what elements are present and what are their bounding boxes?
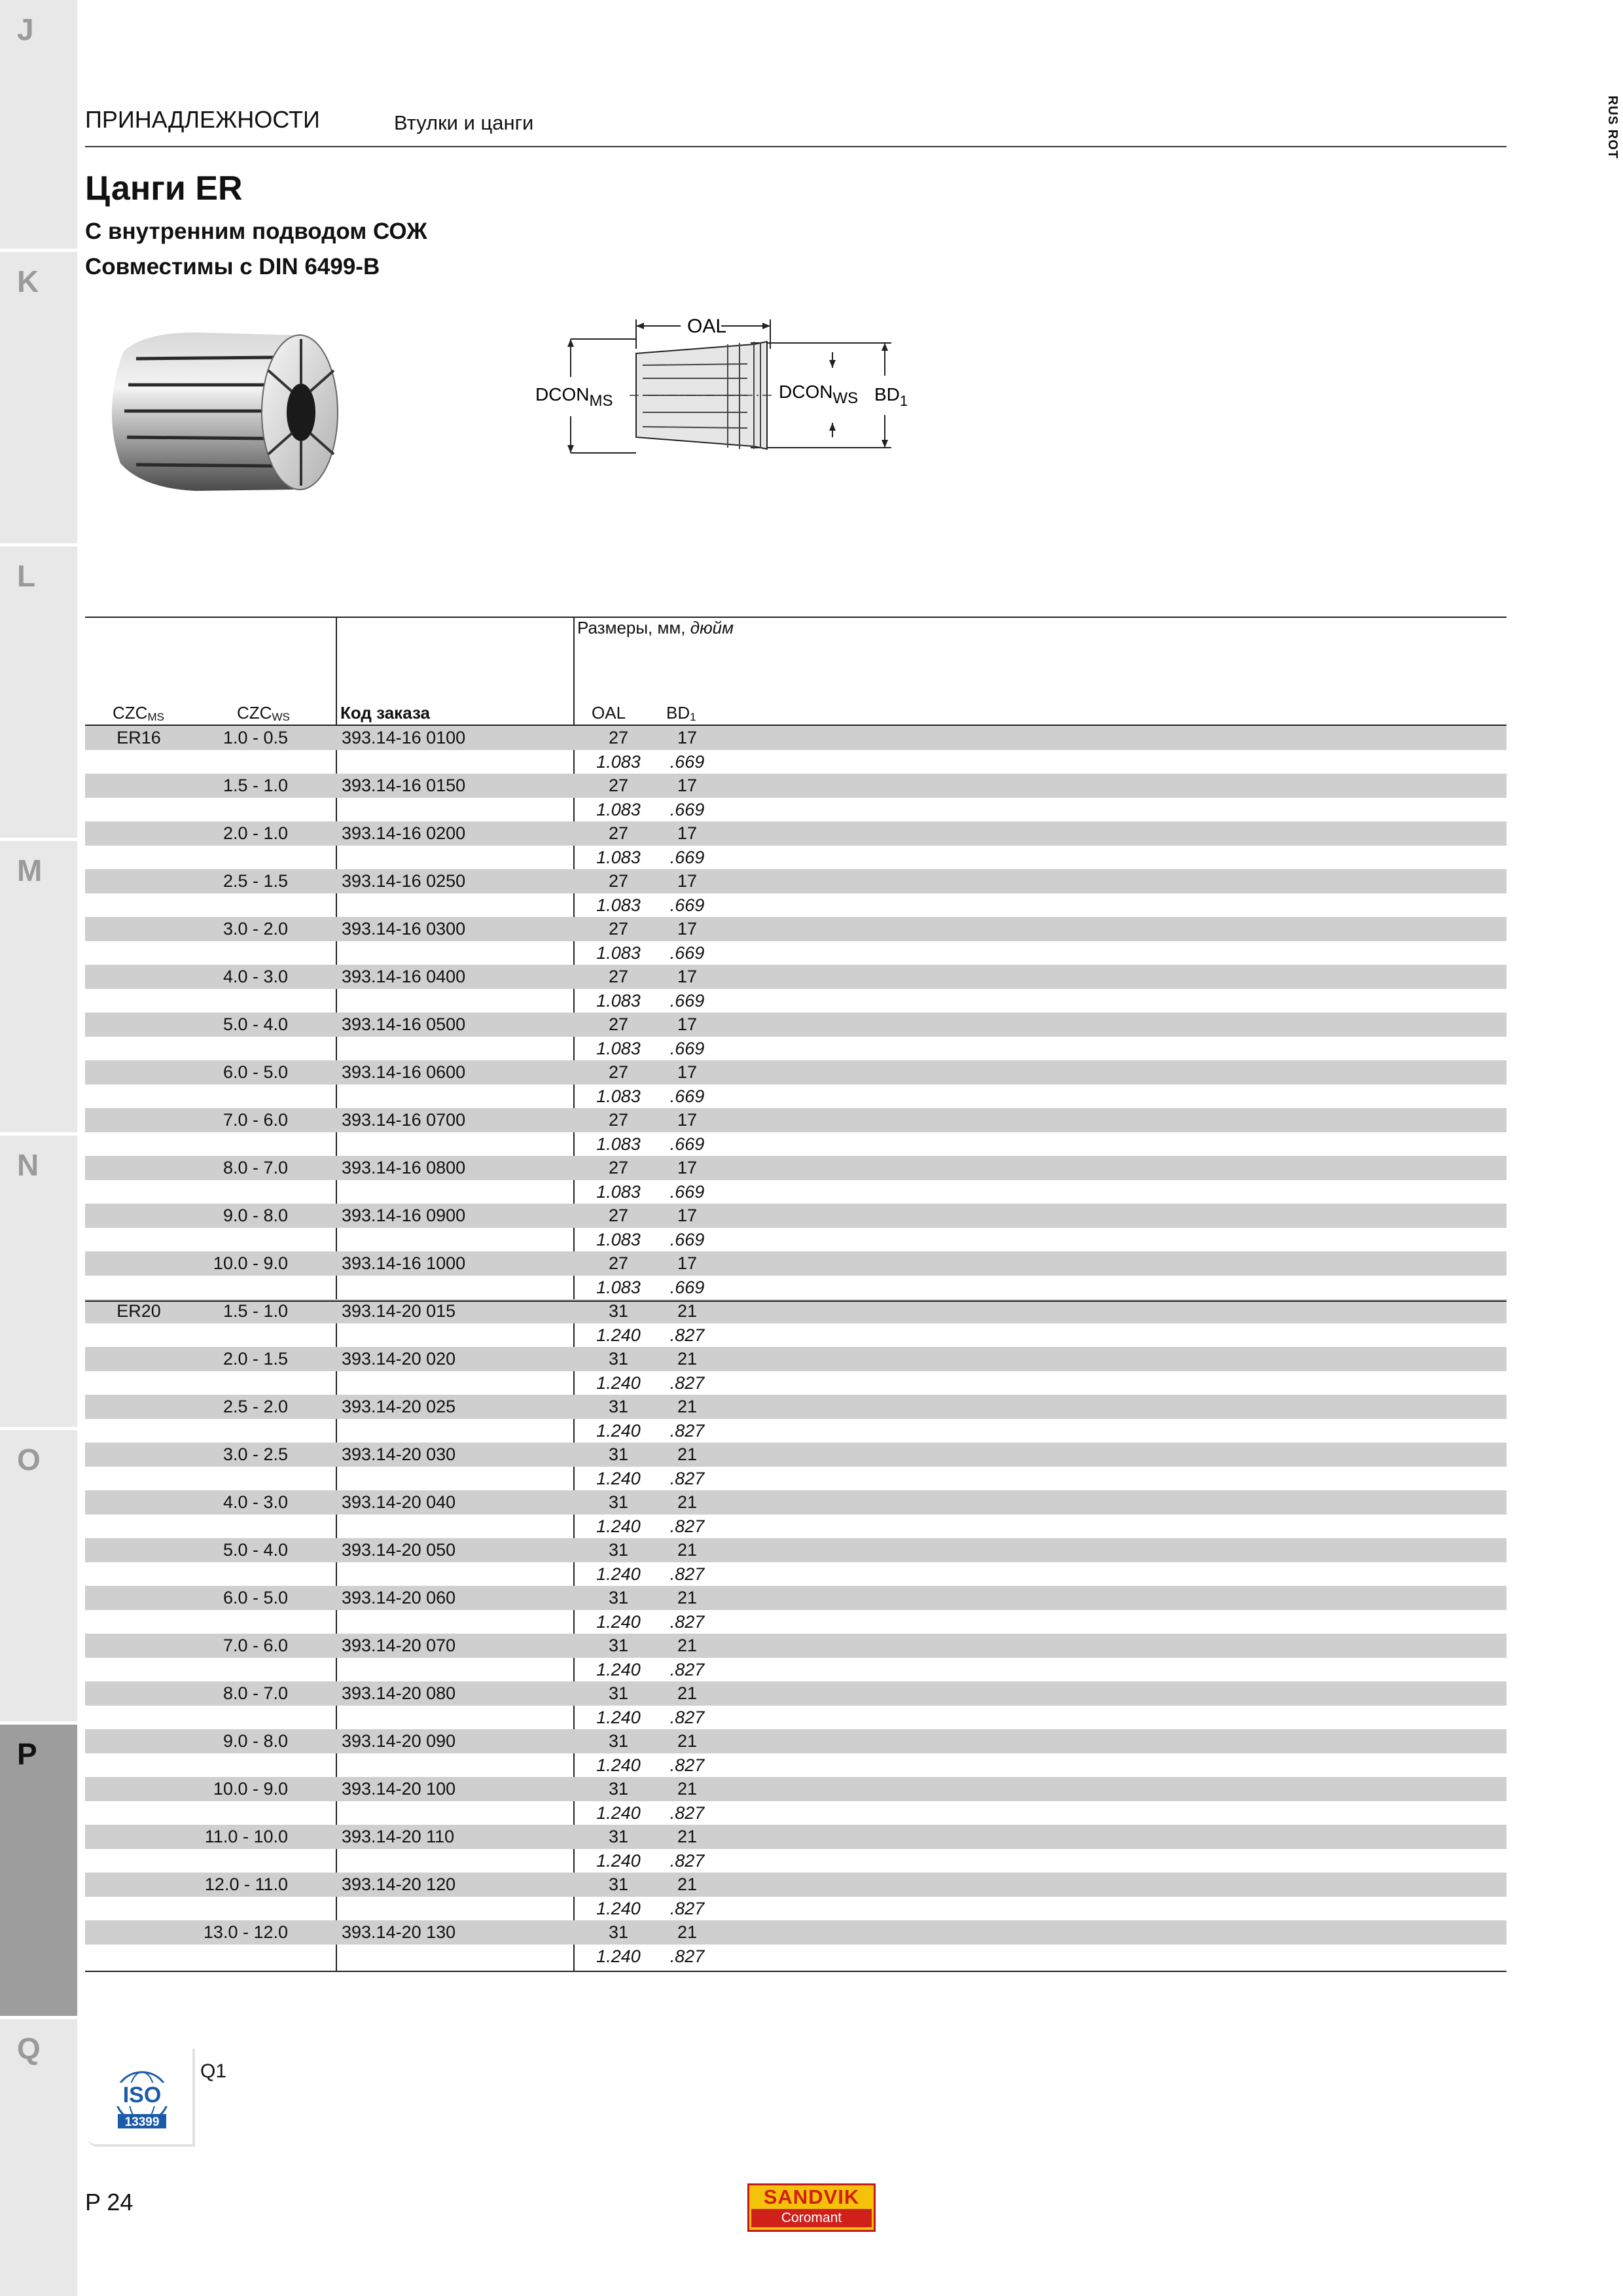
cell-bd1-inch: .827 [669,1755,705,1775]
table-row [85,1586,1507,1634]
cell-bd1-inch: .827 [669,1946,705,1966]
side-tab-j[interactable] [0,0,77,249]
cell-czc-ms: ER20 [116,1301,161,1321]
logo-line-2: Coromant [751,2209,872,2227]
cell-bd1-mm: 21 [677,1827,698,1846]
table-row [85,1729,1507,1777]
cell-bd1-inch: .669 [669,1086,705,1106]
bd1-label: $BD_1$ [874,384,908,409]
cell-oal-inch: 1.083 [596,1182,641,1202]
row-band [85,821,1507,846]
table-row [85,965,1507,1013]
cell-oal-inch: 1.240 [596,1325,641,1345]
cell-bd1-inch: .669 [669,1182,705,1202]
row-band [85,1013,1507,1037]
logo-line-1: SANDVIK [763,2185,860,2208]
cell-order-code: 393.14-20 025 [342,1397,456,1416]
cell-oal-inch: 1.083 [596,1278,641,1297]
cell-bd1-mm: 17 [677,1158,698,1177]
cell-oal-mm: 27 [608,1110,629,1130]
row-band [85,965,1507,989]
cell-oal-inch: 1.240 [596,1755,641,1775]
cell-oal-inch: 1.240 [596,1421,641,1441]
iso-number: 13399 [124,2115,160,2129]
side-tab-letter: Q [17,2032,41,2066]
cell-order-code: 393.14-16 0600 [342,1062,466,1082]
table-group-rule [85,1300,1507,1302]
cell-oal-inch: 1.083 [596,895,641,915]
table-body [85,726,1507,1968]
cell-order-code: 393.14-16 0150 [342,776,466,795]
row-band [85,1681,1507,1706]
cell-czc-ws: 9.0 - 8.0 [223,1731,288,1751]
column-header-czc-ws: $CZC_{WS}$ [237,703,290,723]
cell-order-code: 393.14-20 120 [342,1874,456,1894]
cell-order-code: 393.14-16 0250 [342,871,466,891]
row-band [85,1920,1507,1945]
cell-order-code: 393.14-20 060 [342,1588,456,1607]
cell-oal-mm: 27 [608,1206,629,1225]
cell-bd1-inch: .669 [669,943,705,963]
cell-czc-ws: 12.0 - 11.0 [204,1874,288,1894]
cell-bd1-inch: .827 [669,1373,705,1393]
table-row [85,1251,1507,1299]
subtitle-din: Совместимы с DIN 6499-B [85,254,380,279]
page-number: P 24 [85,2189,134,2215]
cell-czc-ws: 5.0 - 4.0 [223,1540,288,1560]
cell-bd1-inch: .827 [669,1421,705,1441]
cell-oal-mm: 31 [608,1540,629,1560]
cell-bd1-inch: .669 [669,752,705,772]
table-row [85,869,1507,917]
cell-oal-inch: 1.083 [596,752,641,772]
cell-czc-ws: 1.5 - 1.0 [223,1301,288,1321]
cell-czc-ws: 8.0 - 7.0 [223,1158,288,1177]
cell-oal-mm: 31 [608,1922,629,1942]
table-row [85,1395,1507,1443]
page-title: Цанги ER [85,170,243,207]
cell-czc-ws: 3.0 - 2.0 [223,919,288,939]
cell-oal-mm: 31 [608,1731,629,1751]
side-tab-letter: K [17,264,39,298]
cell-oal-mm: 27 [608,776,629,795]
cell-bd1-mm: 17 [677,1253,698,1273]
cell-bd1-inch: .827 [669,1564,705,1584]
iso-text: ISO [122,2083,162,2108]
cell-bd1-inch: .669 [669,800,705,819]
table-row [85,1013,1507,1060]
cell-bd1-mm: 21 [677,1731,698,1751]
row-band [85,1395,1507,1419]
cell-oal-mm: 27 [608,967,629,986]
cell-oal-mm: 31 [608,1349,629,1369]
cell-czc-ws: 4.0 - 3.0 [223,967,288,986]
cell-bd1-inch: .669 [669,848,705,867]
row-band [85,1251,1507,1276]
cell-bd1-mm: 17 [677,919,698,939]
row-band [85,1586,1507,1610]
side-tab-letter: P [17,1737,37,1771]
row-band [85,1777,1507,1801]
cell-order-code: 393.14-20 070 [342,1636,456,1655]
cell-oal-inch: 1.240 [596,1564,641,1584]
cell-czc-ws: 13.0 - 12.0 [203,1922,288,1942]
row-band [85,1156,1507,1180]
collet-drawing [531,313,924,470]
cell-order-code: 393.14-16 0900 [342,1206,466,1225]
cell-czc-ws: 5.0 - 4.0 [223,1014,288,1034]
cell-czc-ws: 7.0 - 6.0 [223,1110,288,1130]
cell-czc-ws: 3.0 - 2.5 [223,1444,288,1464]
column-header-bd1: $BD_1$ [666,703,696,723]
cell-oal-mm: 27 [608,1014,629,1034]
side-tab-letter: J [17,12,34,46]
cell-bd1-mm: 21 [677,1540,698,1560]
cell-oal-inch: 1.240 [596,1373,641,1393]
cell-czc-ws: 2.0 - 1.5 [223,1349,288,1369]
cell-bd1-inch: .669 [669,1230,705,1249]
row-band [85,1299,1507,1323]
cell-oal-mm: 31 [608,1636,629,1655]
cell-order-code: 393.14-20 110 [342,1827,455,1846]
cell-order-code: 393.14-16 0400 [342,967,466,986]
cell-order-code: 393.14-20 015 [342,1301,456,1321]
cell-bd1-mm: 21 [677,1636,698,1655]
table-row [85,1490,1507,1538]
cell-bd1-mm: 21 [677,1397,698,1416]
cell-order-code: 393.14-16 0200 [342,823,466,843]
subsection-title: Втулки и цанги [394,111,534,134]
cell-oal-inch: 1.240 [596,1899,641,1918]
cell-bd1-mm: 21 [677,1301,698,1321]
cell-order-code: 393.14-16 1000 [342,1253,466,1273]
header-divider [85,146,1507,147]
cell-bd1-mm: 21 [677,1874,698,1894]
cell-bd1-inch: .827 [669,1708,705,1727]
iso-13399-badge [88,2049,195,2147]
table-row [85,1538,1507,1586]
cell-bd1-inch: .827 [669,1899,705,1918]
cell-bd1-mm: 17 [677,967,698,986]
cell-bd1-inch: .827 [669,1612,705,1632]
cell-bd1-mm: 21 [677,1588,698,1607]
cell-oal-inch: 1.083 [596,1039,641,1058]
cell-oal-inch: 1.240 [596,1708,641,1727]
cell-order-code: 393.14-20 130 [342,1922,456,1942]
cell-oal-mm: 27 [608,1158,629,1177]
cell-czc-ws: 2.5 - 2.0 [223,1397,288,1416]
cell-bd1-mm: 21 [677,1922,698,1942]
cell-bd1-mm: 17 [677,1110,698,1130]
iso-logo-icon [113,2064,191,2136]
cell-czc-ws: 10.0 - 9.0 [213,1779,288,1799]
table-row [85,1347,1507,1395]
cell-order-code: 393.14-16 0100 [342,728,466,747]
cell-oal-mm: 31 [608,1588,629,1607]
column-header-czc-ms: $CZC_{MS}$ [113,703,164,723]
cell-oal-mm: 31 [608,1492,629,1512]
cell-bd1-mm: 17 [677,1206,698,1225]
row-band [85,1443,1507,1467]
table-top-rule [85,617,1507,618]
cell-czc-ws: 7.0 - 6.0 [223,1636,288,1655]
table-row [85,1204,1507,1251]
cell-czc-ws: 1.5 - 1.0 [223,776,288,795]
cell-order-code: 393.14-16 0700 [342,1110,466,1130]
cell-order-code: 393.14-20 030 [342,1444,456,1464]
cell-bd1-inch: .669 [669,895,705,915]
cell-oal-mm: 27 [608,728,629,747]
cell-oal-mm: 31 [608,1779,629,1799]
cell-czc-ms: ER16 [116,728,161,747]
cell-czc-ws: 10.0 - 9.0 [213,1253,288,1273]
cell-oal-inch: 1.240 [596,1803,641,1823]
cell-oal-inch: 1.083 [596,848,641,867]
side-tab-p[interactable] [0,1725,77,2016]
cell-oal-inch: 1.240 [596,1516,641,1536]
table-bottom-rule [85,1971,1507,1972]
cell-bd1-mm: 17 [677,1062,698,1082]
cell-order-code: 393.14-20 050 [342,1540,456,1560]
cell-czc-ws: 1.0 - 0.5 [223,728,288,747]
cell-bd1-mm: 17 [677,823,698,843]
row-band [85,1347,1507,1371]
table-row [85,821,1507,869]
table-row [85,1443,1507,1490]
cell-oal-mm: 27 [608,1253,629,1273]
table-row [85,917,1507,965]
cell-bd1-inch: .669 [669,1039,705,1058]
cell-oal-mm: 27 [608,823,629,843]
side-tab-letter: O [17,1443,41,1477]
section-title: ПРИНАДЛЕЖНОСТИ [85,106,320,133]
cell-oal-inch: 1.083 [596,800,641,819]
side-index-tabs [0,0,77,2296]
cell-oal-mm: 31 [608,1444,629,1464]
row-band [85,774,1507,798]
dcon-ms-label: DCONMS [535,384,613,410]
cell-oal-inch: 1.240 [596,1469,641,1488]
cell-oal-mm: 31 [608,1301,629,1321]
cell-bd1-inch: .827 [669,1469,705,1488]
cell-oal-inch: 1.083 [596,1230,641,1249]
side-tab-o[interactable] [0,1430,77,1721]
row-band [85,1634,1507,1658]
row-band [85,1204,1507,1228]
cell-order-code: 393.14-20 040 [342,1492,456,1512]
cell-oal-mm: 31 [608,1874,629,1894]
sandvik-coromant-logo [747,2183,876,2232]
row-band [85,1490,1507,1515]
table-row [85,1920,1507,1968]
column-header-oal: OAL [592,703,626,723]
region-code: RUS ROT [1605,96,1620,159]
collet-photo [97,319,352,503]
cell-oal-mm: 27 [608,919,629,939]
cell-bd1-inch: .827 [669,1803,705,1823]
cell-oal-mm: 27 [608,871,629,891]
oal-label: OAL [687,315,727,337]
cell-bd1-mm: 17 [677,871,698,891]
row-band [85,1538,1507,1562]
cell-czc-ws: 11.0 - 10.0 [204,1827,288,1846]
cell-oal-inch: 1.240 [596,1660,641,1679]
cell-czc-ws: 2.0 - 1.0 [223,823,288,843]
table-row [85,1873,1507,1920]
cell-oal-inch: 1.240 [596,1851,641,1871]
cell-bd1-mm: 21 [677,1492,698,1512]
cell-bd1-mm: 21 [677,1349,698,1369]
row-band [85,1060,1507,1085]
cell-oal-inch: 1.083 [596,1134,641,1154]
cell-order-code: 393.14-16 0800 [342,1158,466,1177]
cell-bd1-mm: 17 [677,776,698,795]
cell-bd1-inch: .669 [669,1278,705,1297]
cell-czc-ws: 9.0 - 8.0 [223,1206,288,1225]
table-row [85,1299,1507,1347]
table-row [85,1681,1507,1729]
table-row [85,1777,1507,1825]
table-row [85,1634,1507,1681]
cell-czc-ws: 6.0 - 5.0 [223,1062,288,1082]
cell-bd1-inch: .827 [669,1660,705,1679]
table-row [85,1060,1507,1108]
cell-order-code: 393.14-20 100 [342,1779,456,1799]
cell-bd1-inch: .827 [669,1516,705,1536]
row-band [85,1873,1507,1897]
cell-order-code: 393.14-20 080 [342,1683,456,1703]
row-band [85,1108,1507,1132]
cell-oal-inch: 1.083 [596,1086,641,1106]
cell-bd1-mm: 21 [677,1683,698,1703]
cell-order-code: 393.14-20 090 [342,1731,456,1751]
cell-bd1-mm: 21 [677,1444,698,1464]
cell-bd1-mm: 17 [677,728,698,747]
iso-label: Q1 [200,2060,227,2082]
cell-oal-mm: 27 [608,1062,629,1082]
cell-oal-inch: 1.083 [596,991,641,1011]
cell-bd1-mm: 17 [677,1014,698,1034]
cell-order-code: 393.14-20 020 [342,1349,456,1369]
side-tab-l[interactable] [0,547,77,838]
cell-bd1-inch: .669 [669,991,705,1011]
side-tab-m[interactable] [0,841,77,1132]
table-row [85,1156,1507,1204]
cell-order-code: 393.14-16 0500 [342,1014,466,1034]
dimensions-caption: Размеры, мм, дюйм [577,618,734,637]
cell-bd1-mm: 21 [677,1779,698,1799]
side-tab-letter: M [17,853,43,888]
table-row [85,726,1507,774]
row-band [85,917,1507,941]
cell-oal-mm: 31 [608,1827,629,1846]
cell-oal-inch: 1.240 [596,1946,641,1966]
dcon-ws-label: DCONWS [779,382,859,407]
side-tab-letter: L [17,559,36,593]
table-row [85,1108,1507,1156]
row-band [85,1825,1507,1849]
cell-oal-inch: 1.083 [596,943,641,963]
cell-czc-ws: 6.0 - 5.0 [223,1588,288,1607]
cell-czc-ws: 8.0 - 7.0 [223,1683,288,1703]
table-row [85,774,1507,821]
cell-order-code: 393.14-16 0300 [342,919,466,939]
cell-oal-mm: 31 [608,1683,629,1703]
side-tab-q[interactable] [0,2019,77,2296]
cell-czc-ws: 2.5 - 1.5 [223,871,288,891]
cell-oal-inch: 1.240 [596,1612,641,1632]
side-tab-n[interactable] [0,1136,77,1427]
row-band [85,869,1507,893]
side-tab-letter: N [17,1148,39,1182]
cell-czc-ws: 4.0 - 3.0 [223,1492,288,1512]
subtitle-coolant: С внутренним подводом СОЖ [85,219,427,244]
column-header-order-code: Код заказа [340,703,431,723]
table-row [85,1825,1507,1873]
cell-oal-mm: 31 [608,1397,629,1416]
row-band [85,1729,1507,1753]
cell-bd1-inch: .827 [669,1851,705,1871]
cell-bd1-inch: .827 [669,1325,705,1345]
cell-bd1-inch: .669 [669,1134,705,1154]
row-band [85,726,1507,750]
side-tab-k[interactable] [0,252,77,543]
